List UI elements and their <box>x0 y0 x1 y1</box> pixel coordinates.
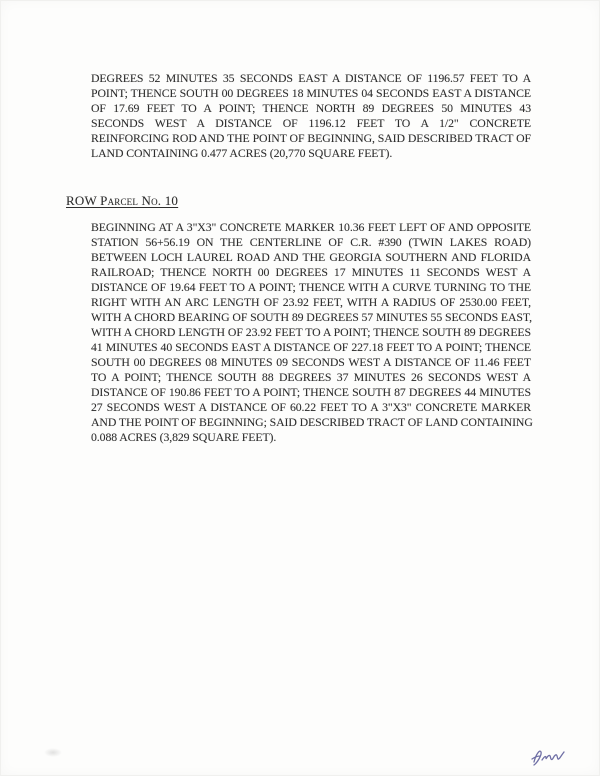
text-line: DISTANCE OF 190.86 FEET TO A POINT; THENCE SOUTH 87 DEGREES 44 MINUTES <box>91 385 531 399</box>
text-line: RAILROAD; THENCE NORTH 00 DEGREES 17 MINUTES 11 SECONDS WEST A <box>91 265 531 279</box>
parcel-heading: ROW Parcel No. 10 <box>66 193 179 208</box>
text-line: POINT; THENCE SOUTH 00 DEGREES 18 MINUTES 04 SECONDS EAST A DISTANCE <box>91 86 531 100</box>
text-line: BETWEEN LOCH LAUREL ROAD AND THE GEORGIA SOUTHERN AND FLORIDA <box>91 250 531 264</box>
text-line: 27 SECONDS WEST A DISTANCE OF 60.22 FEET TO A 3"X3" CONCRETE MARKER <box>91 400 531 414</box>
text-line: SECONDS WEST A DISTANCE OF 1196.12 FEET TO A 1/2" CONCRETE <box>91 116 531 130</box>
text-line: 41 MINUTES 40 SECONDS EAST A DISTANCE OF 227.18 FEET TO A POINT; THENCE <box>91 340 531 354</box>
text-line: DEGREES 52 MINUTES 35 SECONDS EAST A DISTANCE OF 1196.57 FEET TO A <box>91 71 531 85</box>
text-line: AND THE POINT OF BEGINNING; SAID DESCRIBED TRACT OF LAND CONTAINING <box>91 415 533 429</box>
handwritten-initials <box>528 746 570 770</box>
text-line: WITH A CHORD BEARING OF SOUTH 89 DEGREES 57 MINUTES 55 SECONDS EAST, <box>91 310 532 324</box>
text-line: OF 17.69 FEET TO A POINT; THENCE NORTH 89 DEGREES 50 MINUTES 43 <box>91 101 531 115</box>
text-line: REINFORCING ROD AND THE POINT OF BEGINNING, SAID DESCRIBED TRACT OF <box>91 131 531 145</box>
text-line: BEGINNING AT A 3"X3" CONCRETE MARKER 10.36 FEET LEFT OF AND OPPOSITE <box>91 220 531 234</box>
text-line: STATION 56+56.19 ON THE CENTERLINE OF C.R. #390 (TWIN LAKES ROAD) <box>91 235 531 249</box>
text-line: SOUTH 00 DEGREES 08 MINUTES 09 SECONDS WEST A DISTANCE OF 11.46 FEET <box>91 355 531 369</box>
text-line: TO A POINT; THENCE SOUTH 88 DEGREES 37 MINUTES 26 SECONDS WEST A <box>91 370 531 384</box>
text-line: WITH A CHORD LENGTH OF 23.92 FEET TO A POINT; THENCE SOUTH 89 DEGREES <box>91 325 531 339</box>
text-line: LAND CONTAINING 0.477 ACRES (20,770 SQUARE FEET). <box>91 146 393 160</box>
parcel-10-description-paragraph <box>91 220 531 445</box>
legal-description-continuation-paragraph <box>91 71 531 161</box>
text-line: RIGHT WITH AN ARC LENGTH OF 23.92 FEET, WITH A RADIUS OF 2530.00 FEET, <box>91 295 531 309</box>
text-line: DISTANCE OF 19.64 FEET TO A POINT; THENCE WITH A CURVE TURNING TO THE <box>91 280 531 294</box>
scan-smudge <box>44 748 62 757</box>
text-line: 0.088 ACRES (3,829 SQUARE FEET). <box>91 430 277 444</box>
